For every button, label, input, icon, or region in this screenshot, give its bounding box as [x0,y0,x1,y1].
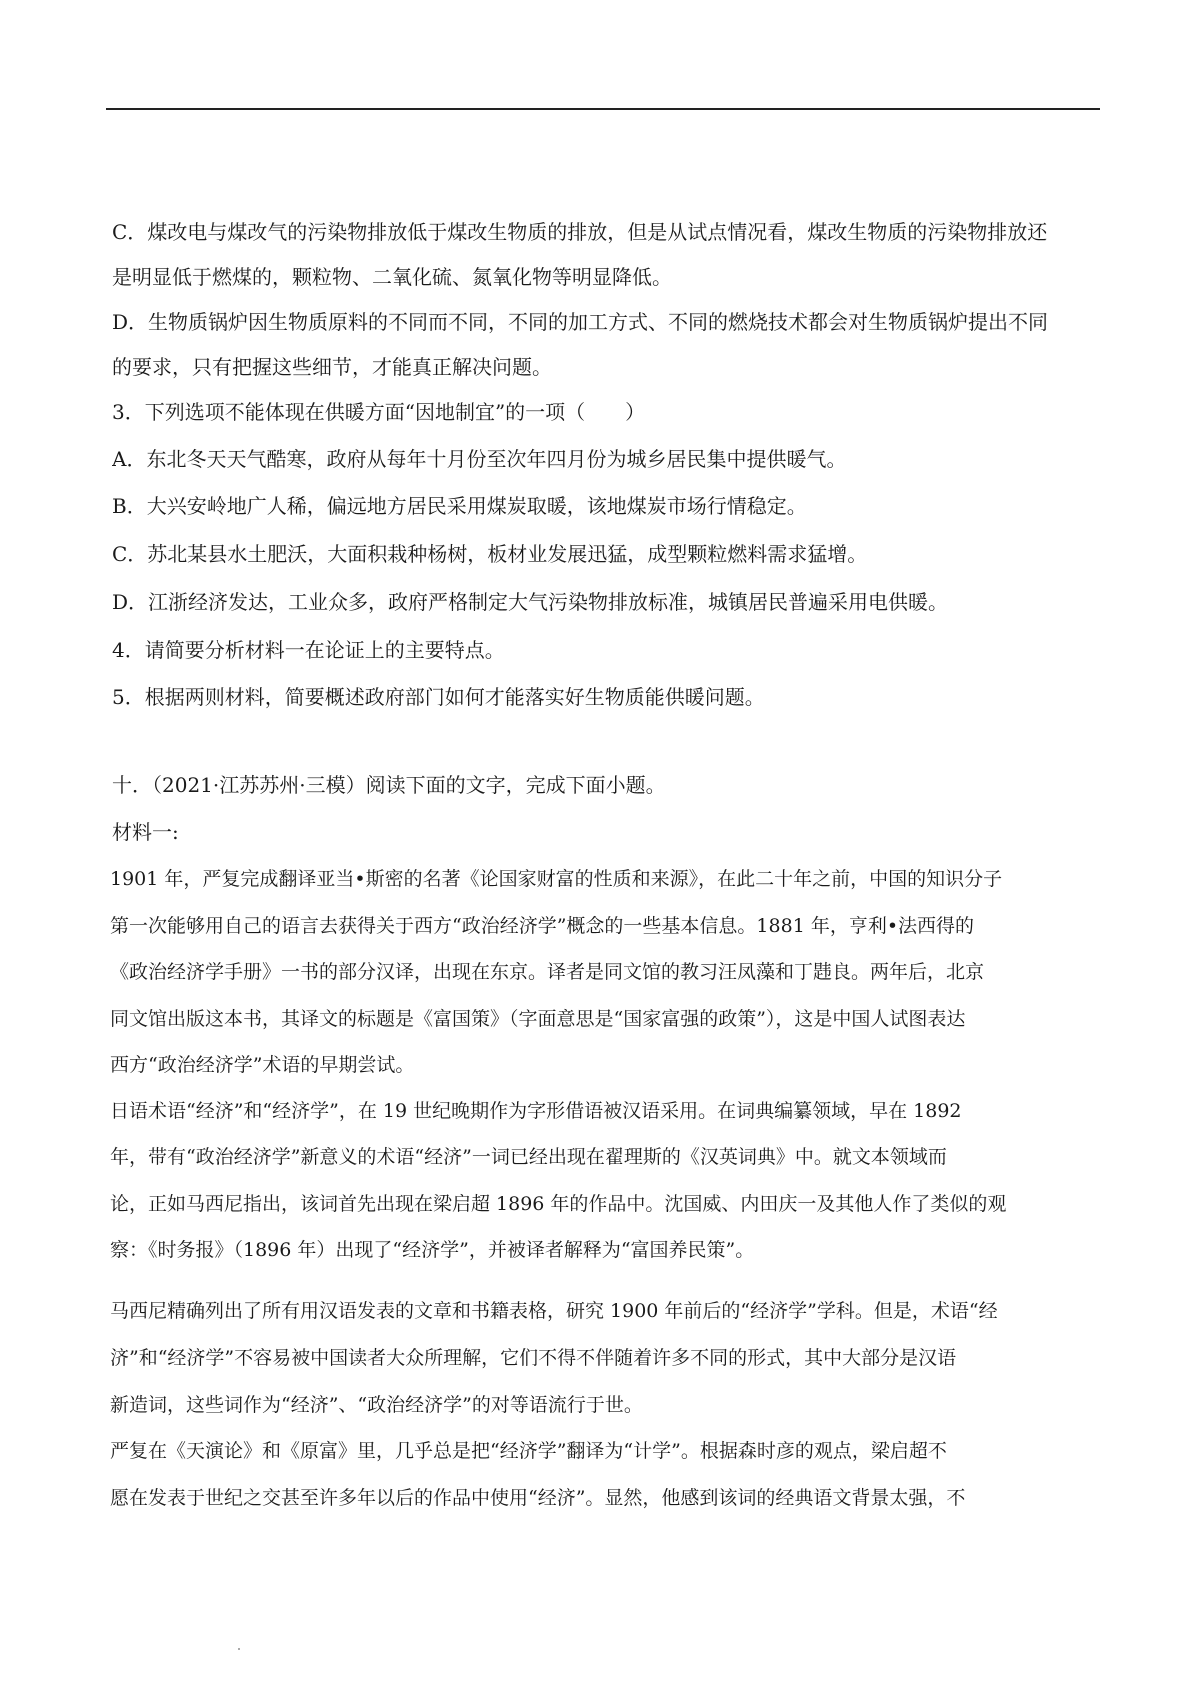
option-d-line-2: 的要求，只有把握这些细节，才能真正解决问题。 [112,355,552,379]
material-paragraph-line: 马西尼精确列出了所有用汉语发表的文章和书籍表格，研究 1900 年前后的“经济学”学科。但是，术语“经 [110,1300,998,1322]
material-paragraph-line: 济”和“经济学”不容易被中国读者大众所理解，它们不得不伴随着许多不同的形式，其中大部分是汉语 [110,1347,957,1369]
option-c-line-2: 是明显低于燃煤的，颗粒物、二氧化硫、氮氧化物等明显降低。 [112,265,672,289]
question-3-option-b: B．大兴安岭地广人稀，偏远地方居民采用煤炭取暖，该地煤炭市场行情稳定。 [112,494,807,518]
material-paragraph-line: 《政治经济学手册》一书的部分汉译，出现在东京。译者是同文馆的教习汪凤藻和丁韪良。两年后，北京 [110,961,985,983]
material-label: 材料一: [112,820,179,844]
question-3-option-a: A．东北冬天天气酷寒，政府从每年十月份至次年四月份为城乡居民集中提供暖气。 [112,447,847,471]
question-3-option-c: C．苏北某县水土肥沃，大面积栽种杨树，板材业发展迅猛，成型颗粒燃料需求猛增。 [112,542,868,566]
question-4: 4．请简要分析材料一在论证上的主要特点。 [112,638,505,662]
material-paragraph-line: 年，带有“政治经济学”新意义的术语“经济”一词已经出现在翟理斯的《汉英词典》中。就文本领域而 [110,1146,947,1168]
option-c-line-1: C．煤改电与煤改气的污染物排放低于煤改生物质的排放，但是从试点情况看，煤改生物质的污染物排放还 [112,220,1048,244]
material-paragraph-line: 新造词，这些词作为“经济”、“政治经济学”的对等语流行于世。 [110,1394,643,1416]
material-paragraph-line: 1901 年，严复完成翻译亚当•斯密的名著《论国家财富的性质和来源》，在此二十年之前，中国的知识分子 [110,868,1003,890]
material-paragraph-line: 察：《时务报》（1896 年）出现了“经济学”，并被译者解释为“富国养民策”。 [110,1239,755,1261]
material-paragraph-line: 同文馆出版这本书，其译文的标题是《富国策》（字面意思是“国家富强的政策”），这是中国人试图表达 [110,1008,966,1030]
material-paragraph-line: 论，正如马西尼指出，该词首先出现在梁启超 1896 年的作品中。沈国威、内田庆一及其他人作了类似的观 [110,1193,1007,1215]
question-3-option-d: D．江浙经济发达，工业众多，政府严格制定大气污染物排放标准，城镇居民普遍采用电供暖。 [112,590,949,614]
option-d-line-1: D．生物质锅炉因生物质原料的不同而不同，不同的加工方式、不同的燃烧技术都会对生物质锅炉提出不同 [112,310,1049,334]
section-heading: 十．（2021·江苏苏州·三模）阅读下面的文字，完成下面小题。 [112,773,666,797]
header-rule [106,108,1100,110]
scan-speck [238,1648,240,1650]
material-paragraph-line: 日语术语“经济”和“经济学”，在 19 世纪晚期作为字形借语被汉语采用。在词典编纂领域，早在 1892 [110,1100,962,1122]
material-paragraph-line: 愿在发表于世纪之交甚至许多年以后的作品中使用“经济”。显然，他感到该词的经典语文背景太强，不 [110,1487,966,1509]
material-paragraph-line: 第一次能够用自己的语言去获得关于西方“政治经济学”概念的一些基本信息。1881 年，亨利•法西得的 [110,915,975,937]
material-paragraph-line: 西方“政治经济学”术语的早期尝试。 [110,1054,415,1076]
question-3: 3．下列选项不能体现在供暖方面“因地制宜”的一项（ ） [112,400,646,424]
material-paragraph-line: 严复在《天演论》和《原富》里，几乎总是把“经济学”翻译为“计学”。根据森时彦的观点，梁启超不 [110,1440,947,1462]
question-5: 5．根据两则材料，简要概述政府部门如何才能落实好生物质能供暖问题。 [112,685,765,709]
